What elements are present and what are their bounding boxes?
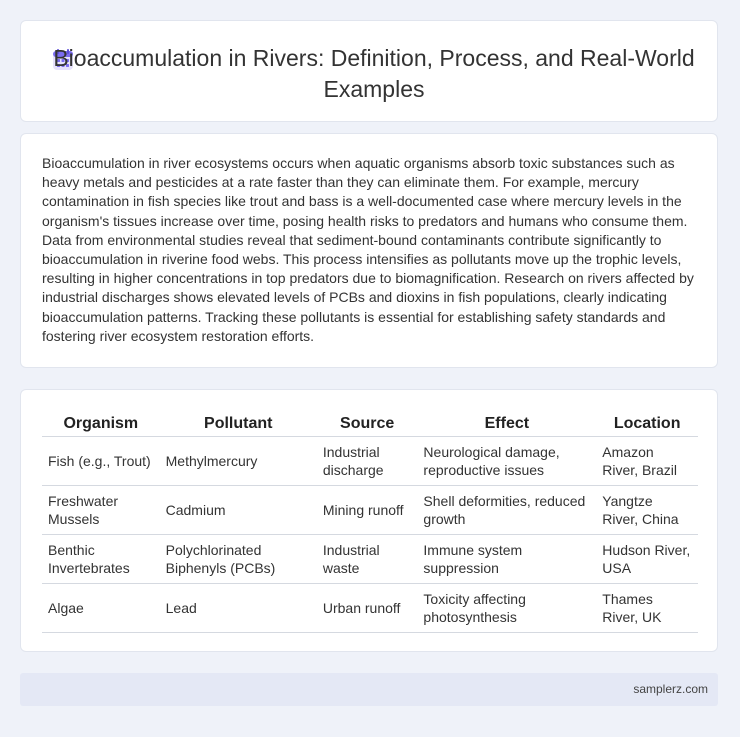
cell-pollutant: Lead xyxy=(160,584,317,633)
cell-organism: Fish (e.g., Trout) xyxy=(42,437,160,486)
cell-pollutant: Polychlorinated Biphenyls (PCBs) xyxy=(160,535,317,584)
cell-pollutant: Cadmium xyxy=(160,486,317,535)
cell-effect: Shell deformities, reduced growth xyxy=(417,486,596,535)
cell-source: Mining runoff xyxy=(317,486,418,535)
table-header-row xyxy=(42,412,698,437)
column-header-location: Location xyxy=(596,412,698,437)
cell-effect: Immune system suppression xyxy=(417,535,596,584)
column-header-effect: Effect xyxy=(417,412,596,437)
cell-effect: Toxicity affecting photosynthesis xyxy=(417,584,596,633)
cell-organism: Benthic Invertebrates xyxy=(42,535,160,584)
footer-bar xyxy=(20,673,718,706)
table-row xyxy=(42,437,698,486)
cell-source: Industrial discharge xyxy=(317,437,418,486)
cell-source: Urban runoff xyxy=(317,584,418,633)
column-header-organism: Organism xyxy=(42,412,160,437)
bioaccumulation-table xyxy=(42,412,698,633)
cell-location: Yangtze River, China xyxy=(596,486,698,535)
cell-organism: Algae xyxy=(42,584,160,633)
table-card xyxy=(20,389,718,652)
cell-pollutant: Methylmercury xyxy=(160,437,317,486)
title-card xyxy=(20,20,718,122)
intro-paragraph: Bioaccumulation in river ecosystems occurs when aquatic organisms absorb toxic substances such as heavy metals and pesticides at a rate faster than they can eliminate them. For example, mercury contamination in fish species like trout and bass is a well-documented case where mercury levels in the organism's tissues increase over time, posing health risks to predators and humans who consume them. Data from environmental studies reveal that sediment-bound contaminants contribute significantly to bioaccumulation in riverine food webs. This process intensifies as pollutants move up the trophic levels, resulting in higher concentrations in top predators due to biomagnification. Research on rivers affected by industrial discharges shows elevated levels of PCBs and dioxins in fish populations, clearly indicating bioaccumulation patterns. Tracking these pollutants is essential for establishing safety standards and fostering river ecosystem restoration efforts. xyxy=(42,155,694,344)
cell-source: Industrial waste xyxy=(317,535,418,584)
page-title: Bioaccumulation in Rivers: Definition, Process, and Real-World Examples xyxy=(53,45,695,102)
cell-location: Hudson River, USA xyxy=(596,535,698,584)
intro-card xyxy=(20,133,718,368)
cell-location: Amazon River, Brazil xyxy=(596,437,698,486)
cell-effect: Neurological damage, reproductive issues xyxy=(417,437,596,486)
table-row xyxy=(42,535,698,584)
footer-site-link[interactable]: samplerz.com xyxy=(633,682,708,696)
table-row xyxy=(42,584,698,633)
cell-organism: Freshwater Mussels xyxy=(42,486,160,535)
cell-location: Thames River, UK xyxy=(596,584,698,633)
table-row xyxy=(42,486,698,535)
column-header-pollutant: Pollutant xyxy=(160,412,317,437)
column-header-source: Source xyxy=(317,412,418,437)
